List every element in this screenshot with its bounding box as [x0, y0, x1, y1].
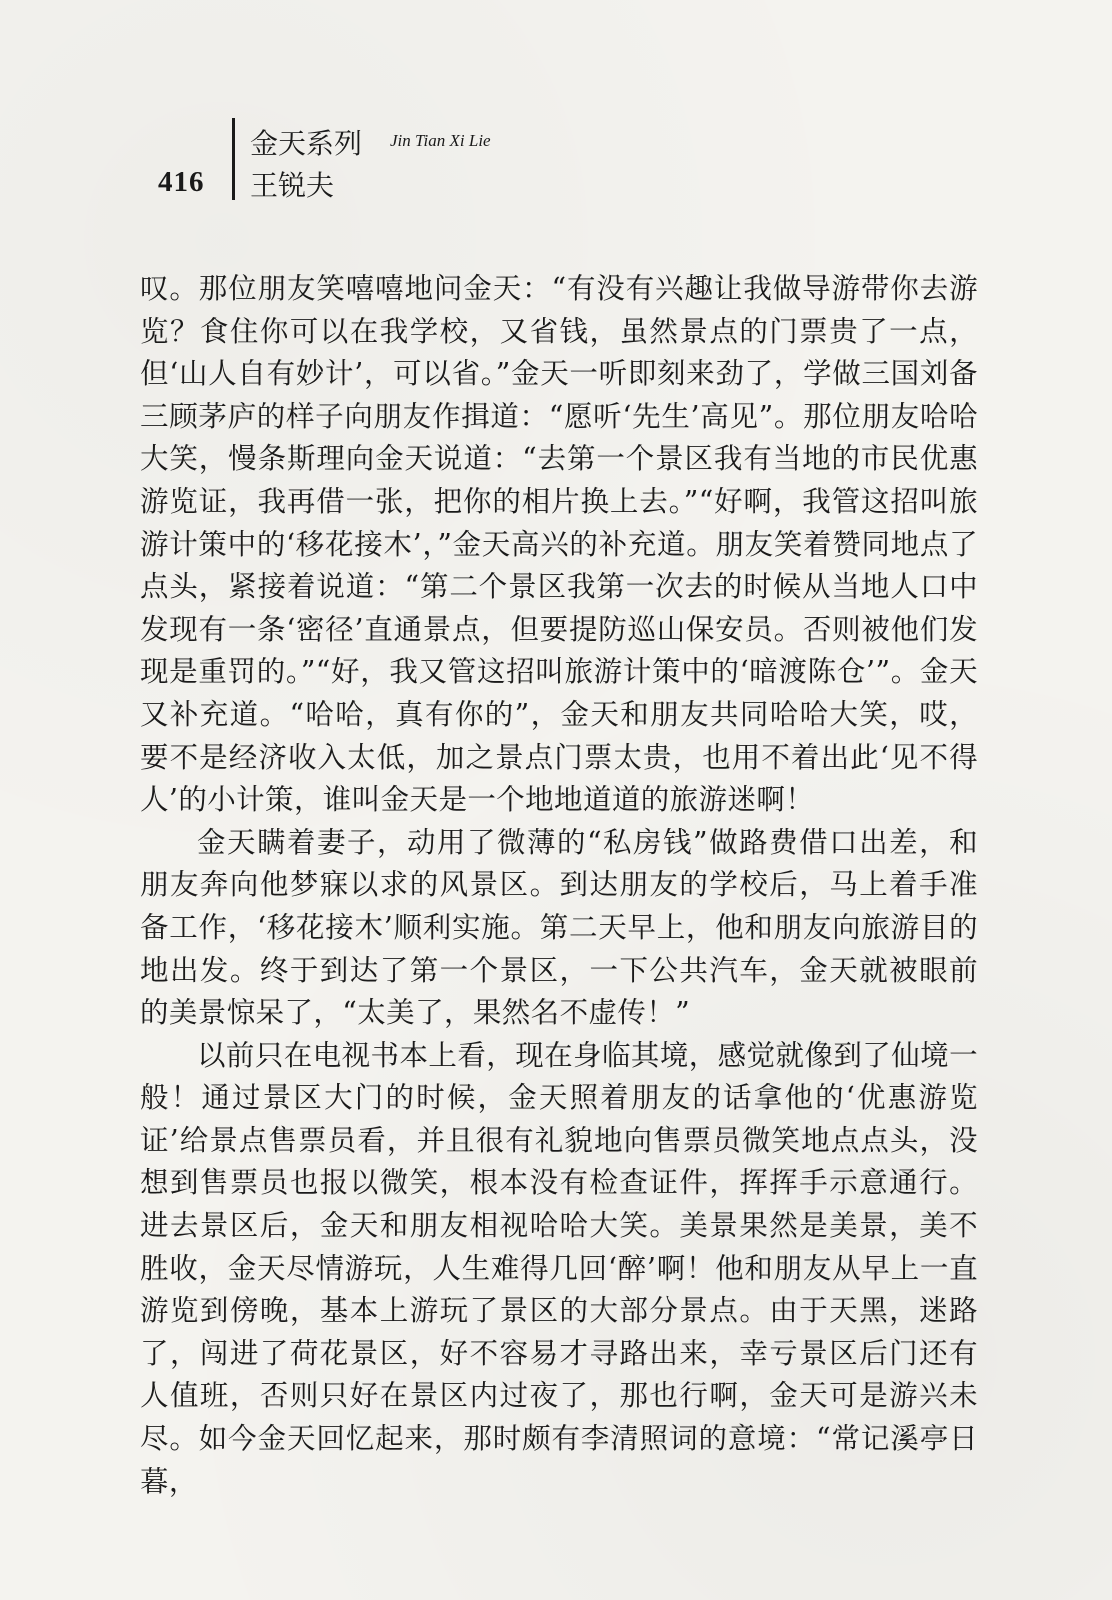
paragraph: 叹。那位朋友笑嘻嘻地问金天：“有没有兴趣让我做导游带你去游览？食住你可以在我学校，又省钱，虽然景点的门票贵了一点，但‘山人自有妙计’，可以省。”金天一听即刻来劲了，学做三国刘备三顾茅庐的样子向朋友作揖道：“愿听‘先生’高见”。那位朋友哈哈大笑，慢条斯理向金天说道：“去第一个景区我有当地的市民优惠游览证，我再借一张，把你的相片换上去。”“好啊，我管这招叫旅游计策中的‘移花接木’，”金天高兴的补充道。朋友笑着赞同地点了点头，紧接着说道：“第二个景区我第一次去的时候从当地人口中发现有一条‘密径’直通景点，但要提防巡山保安员。否则被他们发现是重罚的。”“好，我又管这招叫旅游计策中的‘暗渡陈仓’”。金天又补充道。“哈哈，真有你的”，金天和朋友共同哈哈大笑，哎，要不是经济收入太低，加之景点门票太贵，也用不着出此‘见不得人’的小计策，谁叫金天是一个地地道道的旅游迷啊！: [140, 272, 978, 817]
paragraph: 金天瞒着妻子，动用了微薄的“私房钱”做路费借口出差，和朋友奔向他梦寐以求的风景区。到达朋友的学校后，马上着手准备工作，‘移花接木’顺利实施。第二天早上，他和朋友向旅游目的地出发。终于到达了第一个景区，一下公共汽车，金天就被眼前的美景惊呆了，“太美了，果然名不虚传！”: [140, 825, 978, 1030]
series-pinyin: Jin Tian Xi Lie: [390, 131, 491, 150]
body-text: [140, 268, 978, 1503]
author-name: 王锐夫: [250, 169, 335, 202]
paragraph: 以前只在电视书本上看，现在身临其境，感觉就像到了仙境一般！通过景区大门的时候，金天照着朋友的话拿他的‘优惠游览证’给景点售票员看，并且很有礼貌地向售票员微笑地点点头，没想到售票员也报以微笑，根本没有检查证件，挥挥手示意通行。进去景区后，金天和朋友相视哈哈大笑。美景果然是美景，美不胜收，金天尽情游玩，人生难得几回‘醉’啊！他和朋友从早上一直游览到傍晚，基本上游玩了景区的大部分景点。由于天黑，迷路了，闯进了荷花景区，好不容易才寻路出来，幸亏景区后门还有人值班，否则只好在景区内过夜了，那也行啊，金天可是游兴未尽。如今金天回忆起来，那时颇有李清照词的意境：“常记溪亭日暮，: [140, 1038, 978, 1498]
page-number: 416: [158, 166, 205, 198]
header-divider: [232, 118, 235, 200]
series-title: 金天系列: [250, 127, 363, 160]
